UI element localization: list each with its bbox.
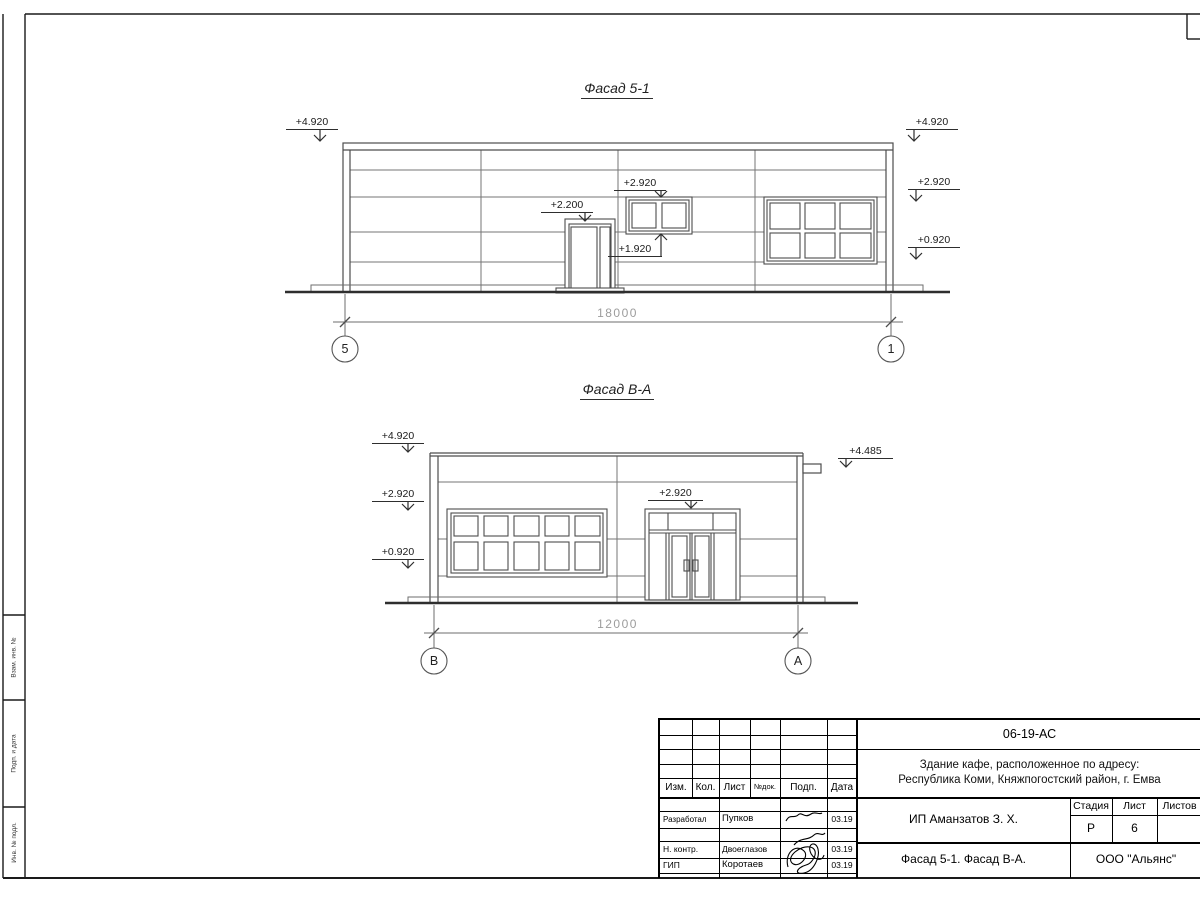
signature-gip bbox=[787, 844, 824, 873]
staff-role: Н. контр. bbox=[663, 843, 699, 854]
facade-5-1-axis-bubbles bbox=[332, 336, 904, 362]
sheets-header: Листов bbox=[1162, 799, 1197, 812]
staff-name: Коротаев bbox=[722, 859, 764, 871]
axis-label: А bbox=[793, 654, 803, 668]
dimension-value: 18000 bbox=[597, 306, 638, 320]
axis-label: В bbox=[429, 654, 439, 668]
facade-b-a-drawing bbox=[385, 444, 858, 674]
staff-date: 03.19 bbox=[831, 859, 853, 870]
margin-cell bbox=[3, 700, 25, 807]
elevation-mark: +1.920 bbox=[608, 243, 662, 257]
title-block bbox=[658, 718, 1200, 878]
facade-b-a-title: Фасад В-А bbox=[517, 381, 717, 400]
staff-date: 03.19 bbox=[831, 843, 853, 854]
margin-label: Инв. № подл. bbox=[10, 822, 18, 863]
axis-label: 1 bbox=[887, 342, 895, 356]
elevation-mark: +2.200 bbox=[541, 199, 593, 213]
staff-role: Разработал bbox=[663, 814, 707, 824]
margin-cell bbox=[3, 615, 25, 700]
margin-cell bbox=[3, 807, 25, 878]
col-header-sign: Подп. bbox=[790, 781, 817, 793]
object-line1: Здание кафе, расположенное по адресу: bbox=[919, 759, 1140, 771]
elevation-mark: +2.920 bbox=[372, 488, 424, 502]
elevation-mark: +2.920 bbox=[614, 177, 666, 191]
col-header-date: Дата bbox=[830, 781, 854, 793]
facade-b-a-window bbox=[447, 509, 607, 577]
col-header-doc: №док. bbox=[754, 782, 776, 792]
elevation-mark: +4.920 bbox=[372, 430, 424, 444]
staff-role: ГИП bbox=[663, 859, 680, 870]
elevation-mark: +0.920 bbox=[372, 546, 424, 560]
dimension-value: 12000 bbox=[597, 617, 638, 631]
stage-value: Р bbox=[1086, 820, 1095, 835]
sheet-content-title: Фасад 5-1. Фасад В-А. bbox=[901, 852, 1026, 867]
elevation-mark: +2.920 bbox=[908, 176, 960, 190]
sheets-total bbox=[1157, 815, 1200, 842]
staff-name: Пупков bbox=[722, 813, 754, 825]
axis-label: 5 bbox=[341, 342, 349, 356]
elevation-mark: +4.920 bbox=[906, 116, 958, 130]
facade-5-1-large-window bbox=[764, 197, 877, 264]
doc-code: 06-19-АС bbox=[1002, 727, 1057, 742]
signatures bbox=[780, 805, 827, 880]
object-description bbox=[857, 749, 1200, 797]
staff-date: 03.19 bbox=[831, 813, 853, 824]
margin-label: Взам. инв. № bbox=[10, 637, 18, 678]
object-line2: Республика Коми, Княжпогостский район, г. Емва bbox=[898, 774, 1161, 786]
stage-header: Стадия bbox=[1073, 799, 1109, 812]
col-header-kol: Кол. bbox=[695, 781, 716, 793]
col-header-list: Лист bbox=[723, 781, 746, 793]
sheet-number: 6 bbox=[1131, 820, 1138, 835]
elevation-mark: +2.920 bbox=[648, 487, 703, 501]
facade-b-a-axis-bubbles bbox=[421, 648, 811, 674]
facade-5-1-small-window bbox=[626, 197, 692, 234]
margin-label: Подп. и дата bbox=[10, 734, 18, 773]
sheet-header: Лист bbox=[1123, 799, 1146, 812]
elevation-mark: +4.920 bbox=[286, 116, 338, 130]
col-header-izm: Изм. bbox=[665, 781, 687, 793]
facade-b-a-entrance-door bbox=[645, 509, 740, 600]
client-name: ИП Аманзатов З. Х. bbox=[908, 811, 1019, 826]
elevation-mark: +0.920 bbox=[908, 234, 960, 248]
facade-5-1-title: Фасад 5-1 bbox=[517, 80, 717, 99]
elevation-mark: +4.485 bbox=[838, 445, 893, 459]
signature-razrabotal bbox=[786, 813, 822, 821]
company-name: ООО "Альянс" bbox=[1095, 852, 1177, 867]
signature-nkontr bbox=[794, 833, 825, 845]
staff-name: Двоеглазов bbox=[722, 843, 768, 854]
